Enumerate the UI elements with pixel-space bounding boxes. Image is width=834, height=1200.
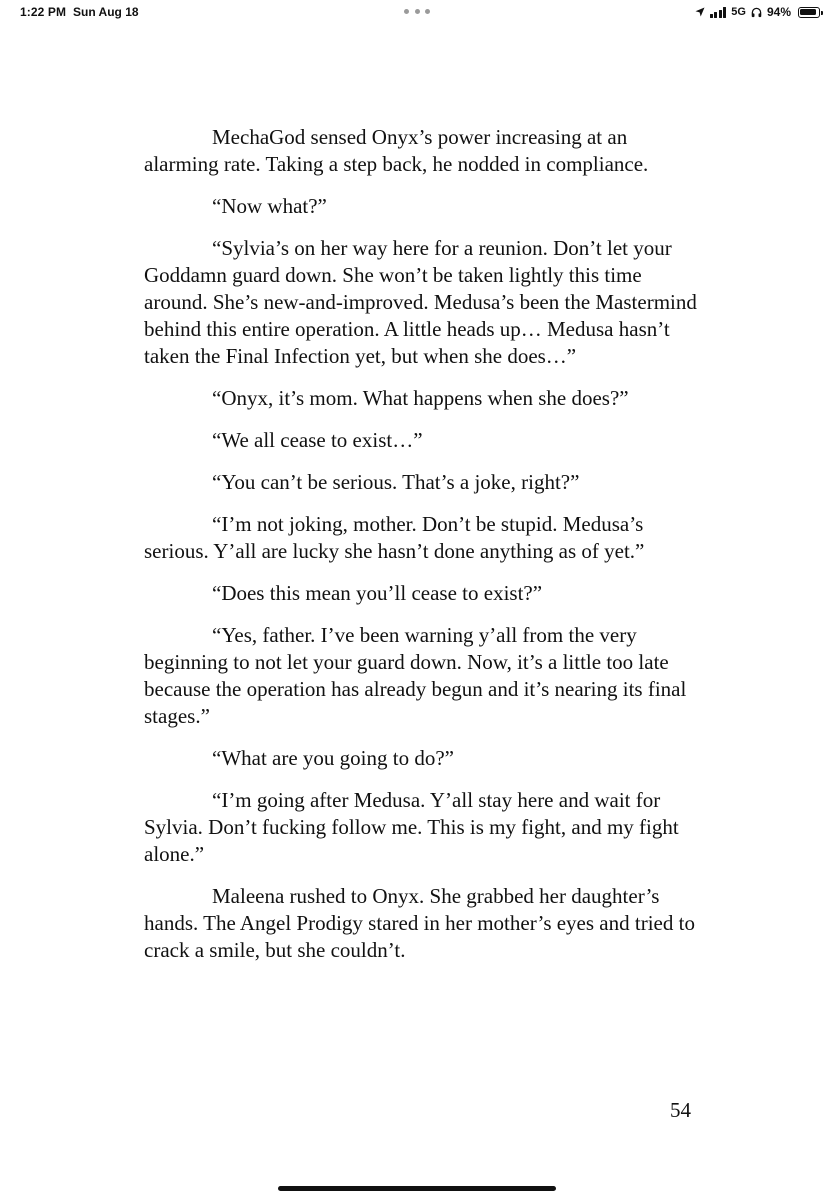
paragraph: “Now what?”: [212, 194, 327, 218]
paragraph: “We all cease to exist…”: [212, 428, 423, 452]
paragraph: “Yes, father. I’ve been warning y’all from the very beginning to not let your guard down. Now, it’s a little too late because the operation has already begun and it’s nearing its final stages.”: [144, 623, 687, 728]
status-bar: [0, 0, 834, 24]
paragraph: “I’m going after Medusa. Y’all stay here and wait for Sylvia. Don’t fucking follow me. This is my fight, and my fight alone.”: [144, 788, 679, 866]
status-indicators: [695, 4, 820, 20]
paragraph: “What are you going to do?”: [212, 746, 454, 770]
paragraph: “Does this mean you’ll cease to exist?”: [212, 581, 543, 605]
battery-percent: 94%: [766, 5, 791, 19]
paragraph: MechaGod sensed Onyx’s power increasing at an alarming rate. Taking a step back, he nodded in compliance.: [144, 125, 649, 176]
paragraph: “Sylvia’s on her way here for a reunion. Don’t let your Goddamn guard down. She won’t be taken lightly this time around. She’s new-and-improved. Medusa’s been the Mastermind behind this entire operation. A little heads up… Medusa hasn’t taken the Final Infection yet, but when she does…”: [144, 236, 697, 368]
document-page: [0, 24, 834, 1200]
multitasking-dots-icon[interactable]: [404, 9, 430, 15]
status-date: Sun Aug 18: [73, 5, 139, 19]
paragraph: “You can’t be serious. That’s a joke, right?”: [212, 470, 580, 494]
document-text: [144, 124, 704, 979]
paragraph: “I’m not joking, mother. Don’t be stupid. Medusa’s serious. Y’all are lucky she hasn’t done anything as of yet.”: [144, 512, 645, 563]
status-time: 1:22 PM: [20, 5, 67, 19]
paragraph: Maleena rushed to Onyx. She grabbed her daughter’s hands. The Angel Prodigy stared in her mother’s eyes and tried to crack a smile, but she couldn’t.: [144, 884, 695, 962]
signal-bars-icon: [710, 7, 727, 18]
home-indicator[interactable]: [278, 1186, 556, 1191]
paragraph: “Onyx, it’s mom. What happens when she does?”: [212, 386, 629, 410]
headphones-icon: [751, 7, 762, 18]
page-number: 54: [670, 1098, 691, 1122]
network-type: 5G: [731, 6, 746, 18]
location-arrow-icon: [695, 7, 705, 17]
battery-icon: [798, 7, 820, 18]
battery-fill: [800, 9, 816, 16]
